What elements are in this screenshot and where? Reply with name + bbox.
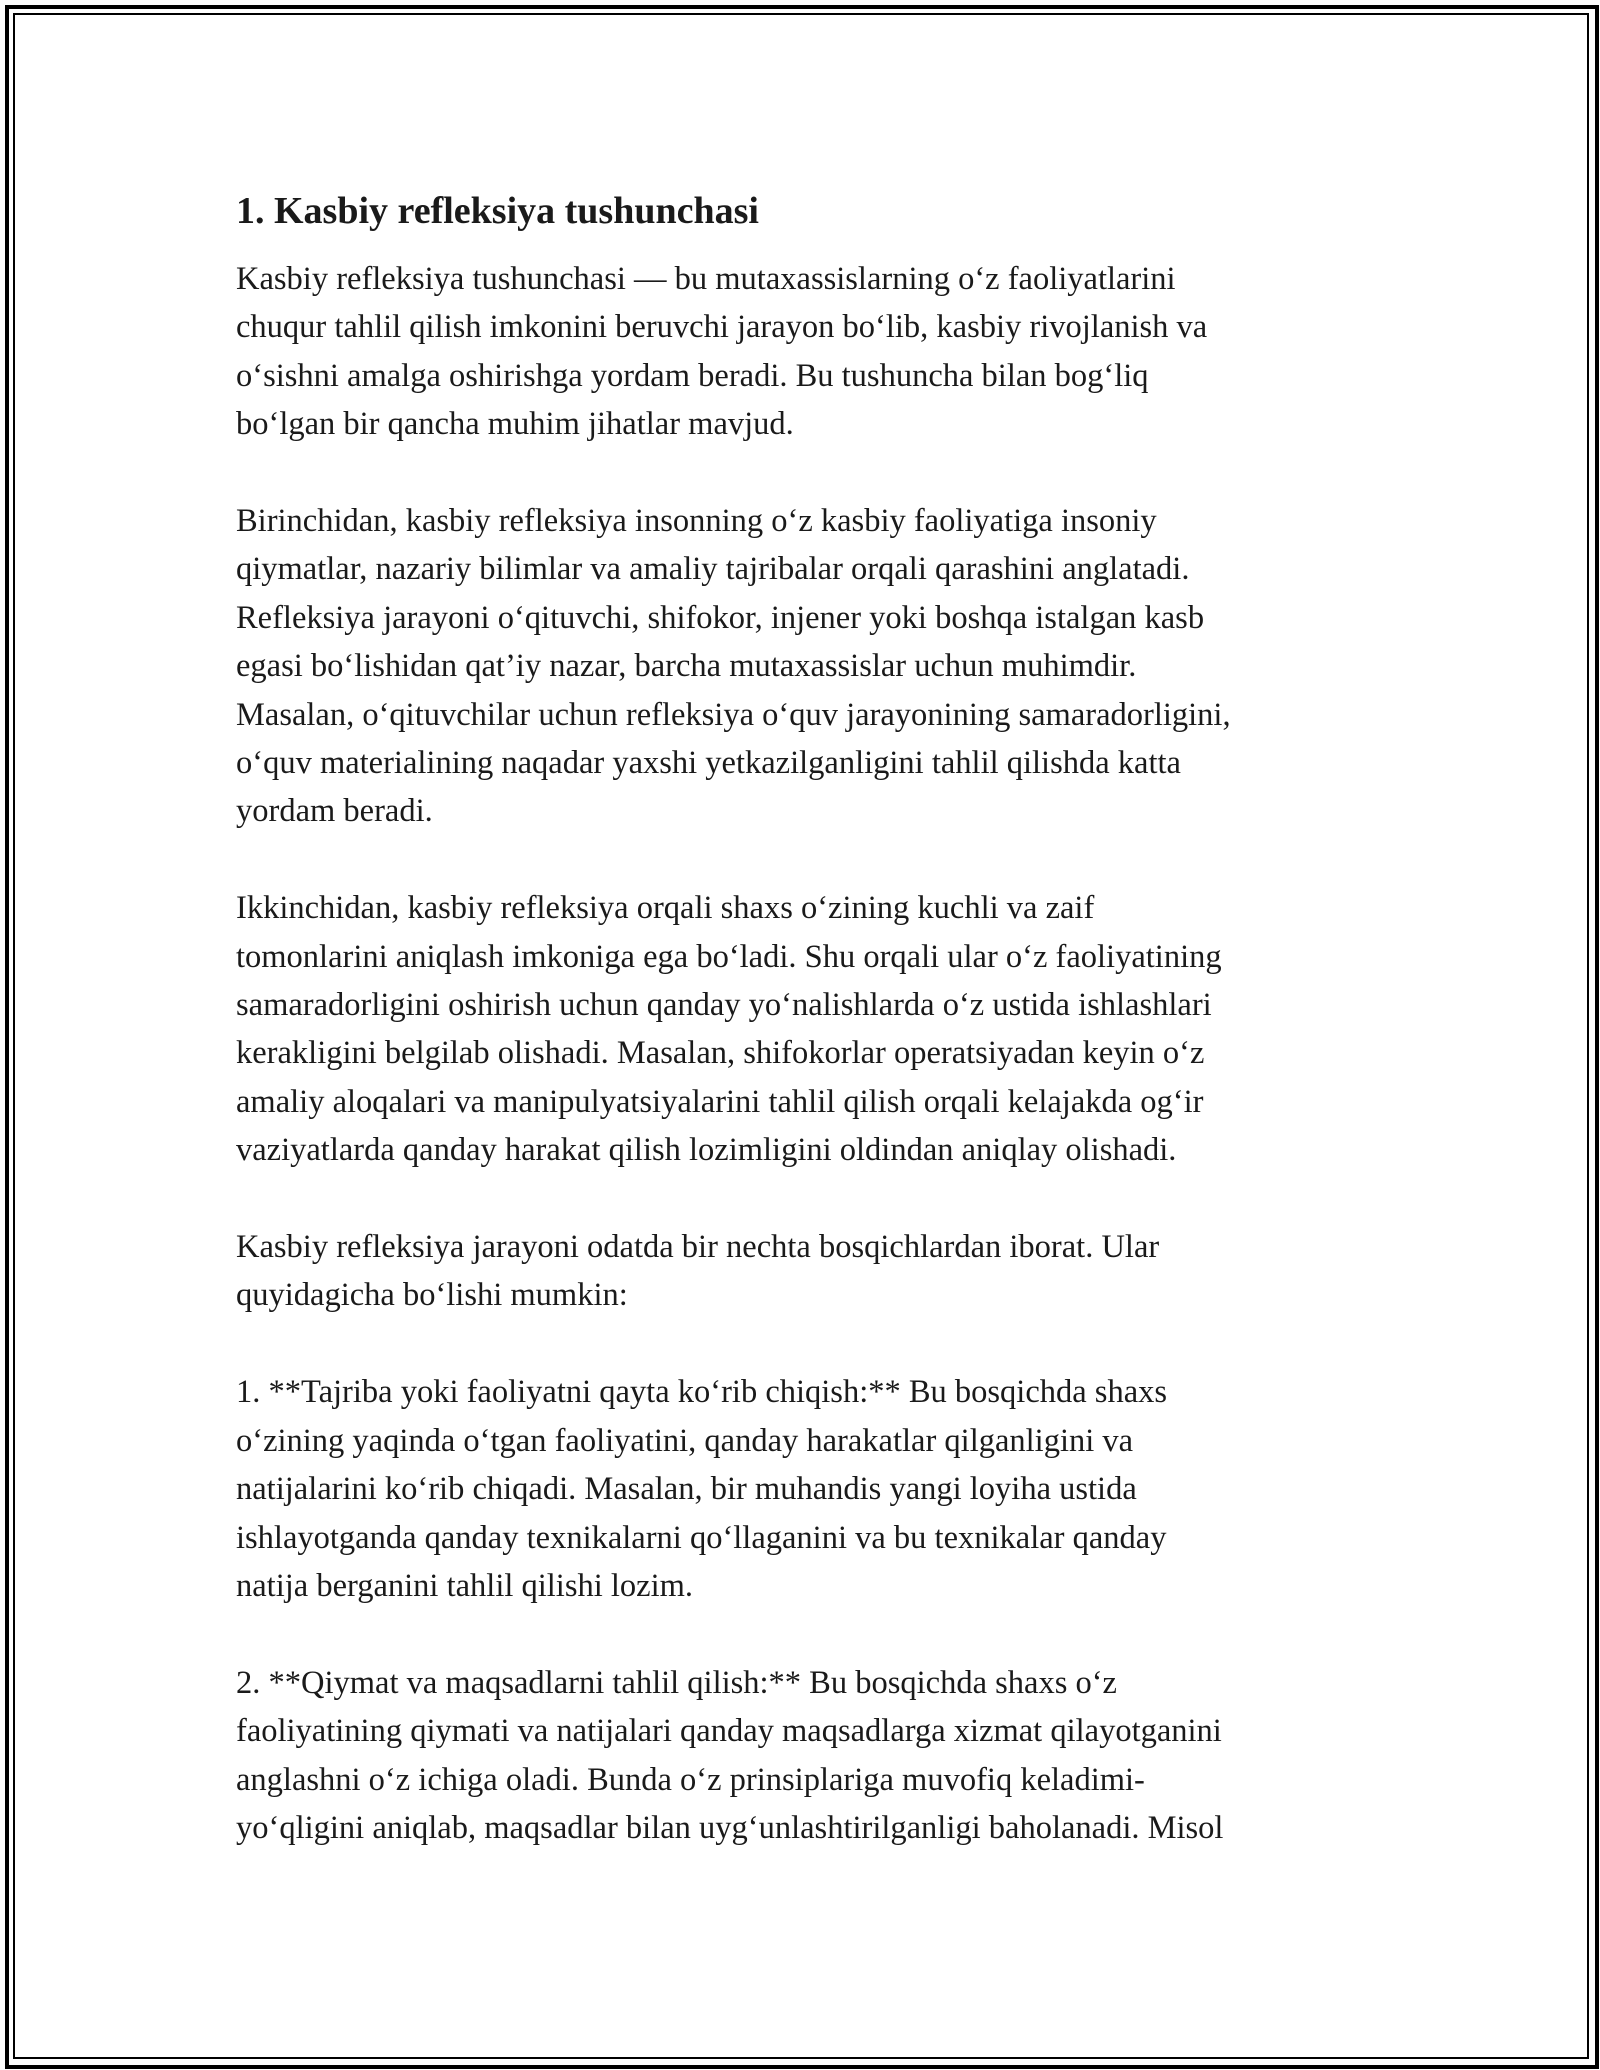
text-line: amaliy aloqalari va manipulyatsiyalarini tahlil qilish orqali kelajakda og‘ir <box>236 1083 1204 1120</box>
text-line: natijalarini ko‘rib chiqadi. Masalan, bir muhandis yangi loyiha ustida <box>236 1471 1137 1508</box>
section-heading: 1. Kasbiy refleksiya tushunchasi <box>236 190 759 232</box>
text-line: egasi bo‘lishidan qat’iy nazar, barcha mutaxassislar uchun muhimdir. <box>236 648 1137 685</box>
paragraph <box>236 884 1396 1174</box>
document-body <box>236 185 1396 1901</box>
text-line: samaradorligini oshirish uchun qanday yo‘nalishlarda o‘z ustida ishlashlari <box>236 987 1212 1024</box>
text-line: o‘sishni amalga oshirishga yordam beradi. Bu tushuncha bilan bog‘liq <box>236 357 1149 394</box>
paragraph <box>236 255 1396 449</box>
text-line: o‘quv materialining naqadar yaxshi yetkazilganligini tahlil qilishda katta <box>236 745 1181 782</box>
text-line: kerakligini belgilab olishadi. Masalan, shifokorlar operatsiyadan keyin o‘z <box>236 1035 1205 1072</box>
text-line: 1. **Tajriba yoki faoliyatni qayta ko‘rib chiqish:** Bu bosqichda shaxs <box>236 1374 1168 1411</box>
text-line: natija berganini tahlil qilishi lozim. <box>236 1567 694 1604</box>
text-line: chuqur tahlil qilish imkonini beruvchi jarayon bo‘lib, kasbiy rivojlanish va <box>236 309 1208 346</box>
text-line: Kasbiy refleksiya tushunchasi — bu mutaxassislarning o‘z faoliyatlarini <box>236 261 1176 297</box>
text-line: Masalan, o‘qituvchilar uchun refleksiya o‘quv jarayonining samaradorligini, <box>236 696 1231 733</box>
text-line: qiymatlar, nazariy bilimlar va amaliy tajribalar orqali qarashini anglatadi. <box>236 551 1190 588</box>
text-line: tomonlarini aniqlash imkoniga ega bo‘ladi. Shu orqali ular o‘z faoliyatining <box>236 938 1222 975</box>
text-line: 2. **Qiymat va maqsadlarni tahlil qilish:** Bu bosqichda shaxs o‘z <box>236 1664 1117 1701</box>
text-line: o‘zining yaqinda o‘tgan faoliyatini, qanday harakatlar qilganligini va <box>236 1422 1134 1459</box>
text-line: anglashni o‘z ichiga oladi. Bunda o‘z prinsiplariga muvofiq keladimi- <box>236 1761 1145 1798</box>
text-line: Refleksiya jarayoni o‘qituvchi, shifokor, injener yoki boshqa istalgan kasb <box>236 599 1205 636</box>
paragraph <box>236 1223 1396 1320</box>
paragraph-list <box>236 255 1396 1852</box>
paragraph <box>236 497 1396 836</box>
text-line: faoliyatining qiymati va natijalari qanday maqsadlarga xizmat qilayotganini <box>236 1713 1222 1750</box>
paragraph <box>236 1368 1396 1610</box>
paragraph <box>236 1659 1396 1853</box>
text-line: Birinchidan, kasbiy refleksiya insonning o‘z kasbiy faoliyatiga insoniy <box>236 503 1157 540</box>
text-line: Kasbiy refleksiya jarayoni odatda bir nechta bosqichlardan iborat. Ular <box>236 1229 1160 1266</box>
text-line: Ikkinchidan, kasbiy refleksiya orqali shaxs o‘zining kuchli va zaif <box>236 890 1095 927</box>
text-line: yordam beradi. <box>236 793 433 830</box>
text-line: ishlayotganda qanday texnikalarni qo‘llaganini va bu texnikalar qanday <box>236 1519 1167 1556</box>
text-line: yo‘qligini aniqlab, maqsadlar bilan uyg‘unlashtirilganligi baholanadi. Misol <box>236 1809 1224 1846</box>
text-line: quyidagicha bo‘lishi mumkin: <box>236 1277 628 1314</box>
text-line: vaziyatlarda qanday harakat qilish lozimligini oldindan aniqlay olishadi. <box>236 1132 1177 1169</box>
text-line: bo‘lgan bir qancha muhim jihatlar mavjud. <box>236 406 794 443</box>
